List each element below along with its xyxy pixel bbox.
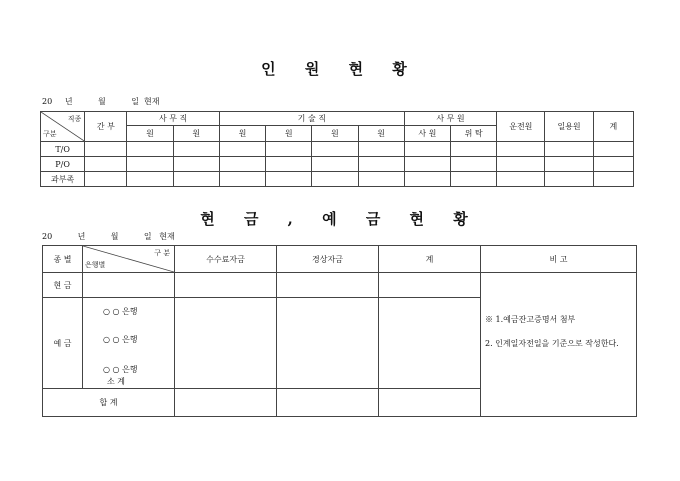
subheader-unit: 원 [358, 126, 404, 142]
note-2: 2. 인계일자전일을 기준으로 작성한다. [485, 339, 619, 348]
row-label-surplus-deficit: 과부족 [41, 172, 85, 187]
subtotal-label: 소 계 [107, 377, 125, 386]
personnel-diagonal-header [41, 112, 85, 142]
cash-date-line: 20 년 월 일 현재 [42, 232, 175, 241]
subheader-unit: 원 [219, 126, 265, 142]
cash-diag-top-label: 구 분 [154, 249, 170, 257]
row-label-deposit: 예 금 [43, 298, 83, 389]
table-row [41, 142, 634, 157]
remarks-notes [481, 273, 637, 417]
personnel-date-line: 20 년 월 일 현재 [42, 97, 160, 106]
header-daily: 일용원 [545, 112, 593, 142]
header-fee-fund: 수수료자금 [175, 246, 277, 273]
header-total: 계 [379, 246, 481, 273]
cash-diag-bottom-label: 은행별 [85, 261, 106, 269]
subheader-unit: 원 [127, 126, 173, 142]
header-total: 계 [593, 112, 633, 142]
cash-table [42, 245, 637, 417]
row-label-po: P/O [41, 157, 85, 172]
header-office-staff: 사 무 직 [127, 112, 219, 126]
subheader-unit: 원 [266, 126, 312, 142]
subheader-clerk-contract: 위 탁 [450, 126, 496, 142]
personnel-diag-top-label: 직종 [67, 115, 82, 123]
bank-item: ○ ○ 은행 [103, 365, 138, 374]
subheader-unit: 원 [312, 126, 358, 142]
note-1: ※ 1.예금잔고증명서 첨부 [485, 315, 576, 324]
bank-item: ○ ○ 은행 [103, 335, 138, 344]
subheader-clerk-staff: 사 원 [404, 126, 450, 142]
table-row [41, 172, 634, 187]
header-driver: 운전원 [497, 112, 545, 142]
row-label-cash: 현 금 [43, 273, 83, 298]
header-technical: 기 술 직 [219, 112, 404, 126]
personnel-diag-bottom-label: 구분 [43, 130, 57, 138]
header-kind: 종 별 [43, 246, 83, 273]
row-label-to: T/O [41, 142, 85, 157]
bank-list [83, 298, 175, 389]
table-row [41, 157, 634, 172]
table-row [43, 273, 637, 298]
bank-item: ○ ○ 은행 [103, 307, 138, 316]
personnel-title: 인 원 현 황 [261, 60, 419, 78]
cash-title: 현 금 , 예 금 현 황 [200, 210, 480, 228]
subheader-unit: 원 [173, 126, 219, 142]
cash-diagonal-header [83, 246, 175, 273]
header-operating-fund: 경상자금 [277, 246, 379, 273]
row-label-grand-total: 합 계 [43, 389, 175, 417]
header-clerk: 사 무 원 [404, 112, 496, 126]
header-remarks: 비 고 [481, 246, 637, 273]
header-manager: 간 부 [85, 112, 127, 142]
personnel-table [40, 111, 634, 187]
